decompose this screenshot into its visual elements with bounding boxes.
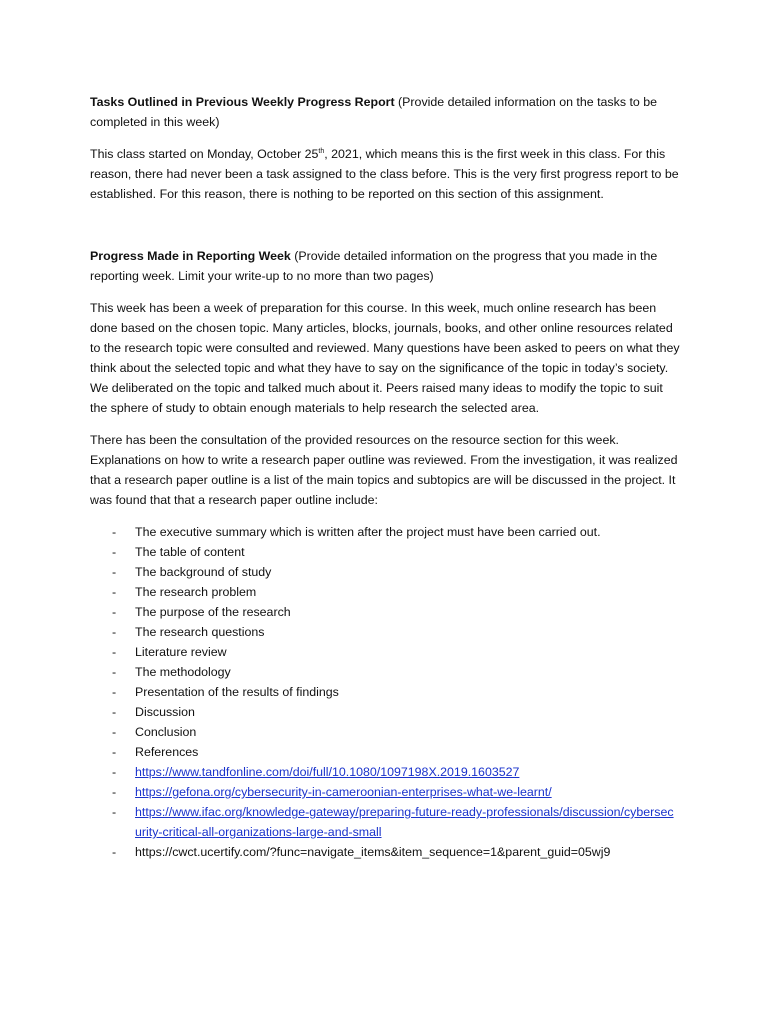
- reference-link-item: [90, 802, 680, 842]
- list-item-text: The executive summary which is written after the project must have been carried out.: [135, 525, 601, 539]
- reference-link-tandfonline[interactable]: https://www.tandfonline.com/doi/full/10.1080/1097198X.2019.1603527: [135, 765, 520, 779]
- list-dash: -: [112, 845, 117, 859]
- list-item: [90, 682, 680, 702]
- section-gap: [90, 216, 680, 246]
- list-dash: -: [112, 725, 117, 739]
- list-dash: -: [112, 805, 117, 819]
- list-item: [90, 542, 680, 562]
- list-dash: -: [112, 665, 117, 679]
- outline-list: [90, 522, 680, 862]
- list-dash: -: [112, 585, 117, 599]
- list-item: [90, 702, 680, 722]
- list-item: [90, 602, 680, 622]
- list-item-text: Conclusion: [135, 725, 197, 739]
- list-dash: -: [112, 705, 117, 719]
- list-item: [90, 562, 680, 582]
- ordinal-superscript: th: [318, 147, 325, 155]
- section1-body-text-start: This class started on Monday, October 25: [90, 147, 319, 161]
- list-dash: -: [112, 565, 117, 579]
- section2-paragraph-2: There has been the consultation of the provided resources on the resource section for this week. Explanations on how to write a research paper outline was reviewed. From the investigation, it was realized that a research paper outline is a list of the main topics and subtopics are will be discussed in the project. It was found that that a research paper outline include:: [90, 433, 678, 507]
- list-item-text: Presentation of the results of findings: [135, 685, 339, 699]
- list-item-text: The purpose of the research: [135, 605, 291, 619]
- list-item-text: The background of study: [135, 565, 272, 579]
- list-item-text: References: [135, 745, 199, 759]
- document-page: [90, 92, 680, 862]
- list-item: [90, 662, 680, 682]
- list-item-text: The research problem: [135, 585, 257, 599]
- list-dash: -: [112, 625, 117, 639]
- section2-paragraph-1: This week has been a week of preparation for this course. In this week, much online research has been done based on the chosen topic. Many articles, blocks, journals, books, and other online resources related to the research topic were consulted and reviewed. Many questions have been asked to peers on what they think about the selected topic and what they have to say on the significance of the topic in today’s society. We deliberated on the topic and talked much about it. Peers raised many ideas to modify the topic to suit the sphere of study to obtain enough materials to help research the selected area.: [90, 301, 680, 415]
- list-item: [90, 622, 680, 642]
- section1-heading-title: Tasks Outlined in Previous Weekly Progress Report: [90, 95, 395, 109]
- list-item: [90, 722, 680, 742]
- section1-heading-instruction: (Provide detailed information on the tasks to be completed in this week): [90, 95, 658, 129]
- section2-heading-instruction: (Provide detailed information on the progress that you made in the reporting week. Limit your write-up to no more than two pages): [90, 249, 658, 283]
- reference-plain-url-item: [90, 842, 680, 862]
- reference-link-gefona[interactable]: https://gefona.org/cybersecurity-in-cameroonian-enterprises-what-we-learnt/: [135, 785, 552, 799]
- list-dash: -: [112, 525, 117, 539]
- section1-heading: [90, 92, 680, 132]
- list-dash: -: [112, 545, 117, 559]
- section2-heading-title: Progress Made in Reporting Week: [90, 249, 291, 263]
- reference-plain-url: https://cwct.ucertify.com/?func=navigate_items&item_sequence=1&parent_guid=05wj9: [135, 845, 611, 859]
- list-item-text: The research questions: [135, 625, 265, 639]
- reference-link-ifac[interactable]: https://www.ifac.org/knowledge-gateway/preparing-future-ready-professionals/discussion/cybersecurity-critical-all-organizations-large-and-small: [135, 805, 674, 839]
- list-dash: -: [112, 685, 117, 699]
- reference-link-item: [90, 762, 680, 782]
- section2-heading: [90, 246, 680, 286]
- list-dash: -: [112, 785, 117, 799]
- section1-body-text-end: , 2021, which means this is the first week in this class. For this reason, there had never been a task assigned to the class before. This is the very first progress report to be established. For this reason, there is nothing to be reported on this section of this assignment.: [90, 147, 679, 201]
- list-item: [90, 582, 680, 602]
- list-dash: -: [112, 645, 117, 659]
- list-item-text: Discussion: [135, 705, 195, 719]
- list-item: [90, 742, 680, 762]
- list-dash: -: [112, 605, 117, 619]
- list-dash: -: [112, 745, 117, 759]
- section1-body: [90, 144, 680, 204]
- list-item-text: The table of content: [135, 545, 245, 559]
- reference-link-item: [90, 782, 680, 802]
- list-item-text: Literature review: [135, 645, 227, 659]
- list-item: [90, 522, 680, 542]
- list-item-text: The methodology: [135, 665, 231, 679]
- list-dash: -: [112, 765, 117, 779]
- list-item: [90, 642, 680, 662]
